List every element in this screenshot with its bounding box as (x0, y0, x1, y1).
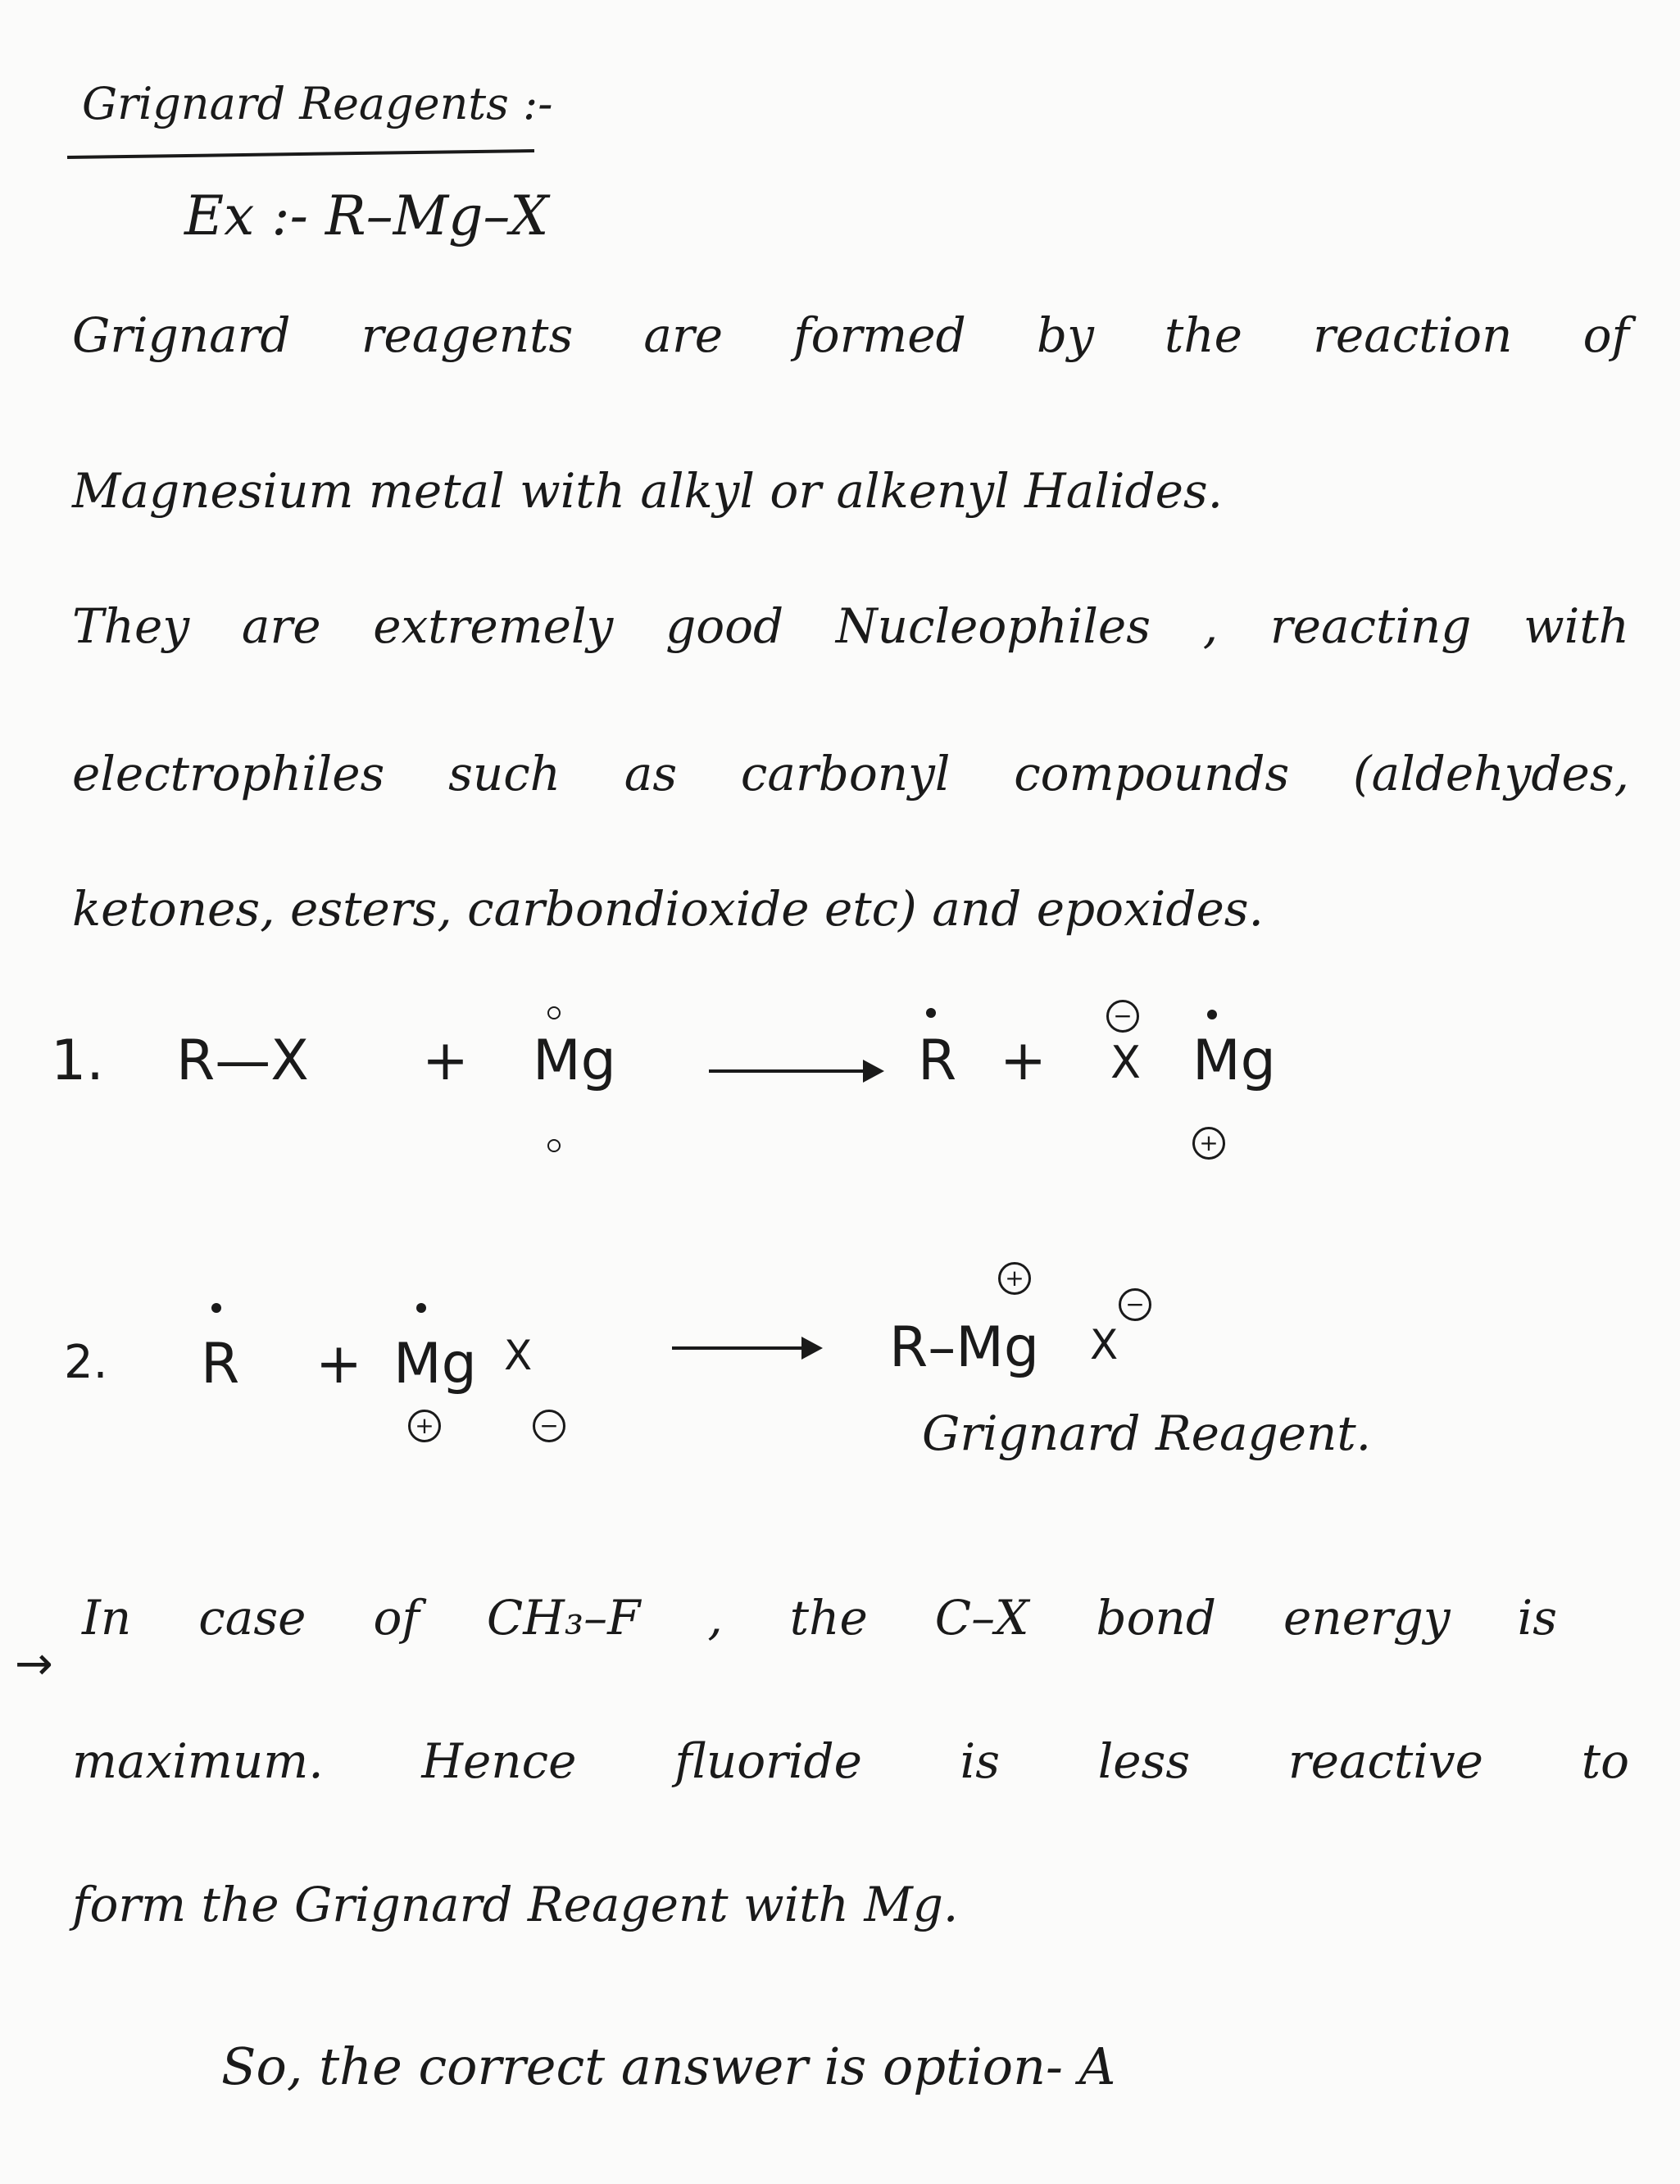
reaction1-product2a: X (1110, 1037, 1141, 1088)
reaction2-number: 2. (64, 1336, 108, 1389)
reaction1-plus1: + (422, 1028, 469, 1093)
paragraph3-line3: form the Grignard Reagent with Mg. (72, 1877, 959, 1932)
reaction1-product2b: Mg (1192, 1028, 1276, 1093)
positive-charge: + (408, 1410, 441, 1442)
title-underline (67, 149, 534, 159)
paragraph3-line2: maximum. Hence fluoride is less reactive to (72, 1733, 1629, 1789)
negative-charge: − (533, 1410, 565, 1442)
reaction1-arrow (709, 1069, 881, 1073)
reaction1-reactant2: Mg (533, 1028, 616, 1093)
reaction2-product: R–Mg (889, 1315, 1040, 1380)
reaction1-product1: R (918, 1028, 957, 1093)
paragraph2-line2: electrophiles such as carbonyl compounds (aldehydes, (72, 746, 1629, 801)
reaction2-reactant2: Mg (393, 1332, 477, 1396)
reaction1-number: 1. (51, 1028, 104, 1093)
radical-dot (1207, 1010, 1217, 1019)
negative-charge: − (1119, 1288, 1151, 1321)
paragraph1-line2: Magnesium metal with alkyl or alkenyl Halides. (72, 463, 1224, 519)
reaction1-reactant1: R—X (176, 1028, 309, 1093)
reaction2-product-x: X (1090, 1321, 1119, 1369)
reaction1-plus2: + (1000, 1028, 1047, 1093)
reaction2-reactant3: X (504, 1332, 533, 1379)
example-formula: Ex :- R–Mg–X (184, 184, 549, 247)
bullet-arrow-icon: → (15, 1637, 53, 1691)
radical-dot (416, 1303, 426, 1313)
paragraph3-line1: In case of CH₃–F , the C–X bond energy is (82, 1590, 1557, 1646)
negative-charge: − (1106, 1000, 1139, 1033)
radical-dot (547, 1006, 561, 1019)
paragraph2-line3: ketones, esters, carbondioxide etc) and epoxides. (72, 881, 1264, 937)
paragraph1-line1: Grignard reagents are formed by the reaction of (72, 307, 1629, 363)
radical-dot (926, 1008, 936, 1018)
paragraph2-line1: They are extremely good Nucleophiles , reacting with (72, 598, 1629, 654)
positive-charge: + (998, 1262, 1031, 1295)
reaction2-arrow (672, 1346, 820, 1350)
reaction2-plus1: + (316, 1332, 362, 1396)
page-title: Grignard Reagents :- (82, 78, 553, 129)
positive-charge: + (1192, 1127, 1225, 1160)
reaction2-reactant1: R (201, 1332, 240, 1396)
grignard-reagent-label: Grignard Reagent. (922, 1405, 1372, 1461)
radical-dot (211, 1303, 221, 1313)
radical-dot (547, 1139, 561, 1152)
conclusion: So, the correct answer is option- A (221, 2036, 1116, 2096)
